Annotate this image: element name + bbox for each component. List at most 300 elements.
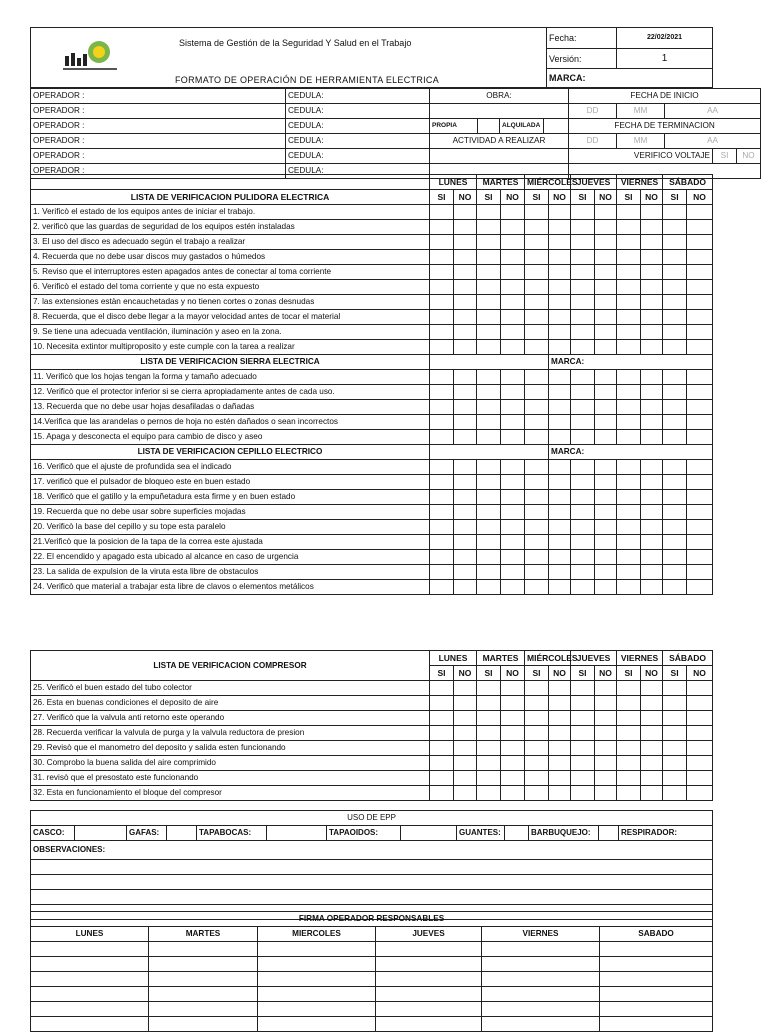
check-cell[interactable] xyxy=(525,475,549,490)
check-cell[interactable] xyxy=(617,310,641,325)
check-cell[interactable] xyxy=(641,475,663,490)
check-cell[interactable] xyxy=(477,726,501,741)
check-cell[interactable] xyxy=(477,520,501,535)
check-cell[interactable] xyxy=(641,726,663,741)
check-cell[interactable] xyxy=(571,475,595,490)
check-cell[interactable] xyxy=(617,565,641,580)
check-cell[interactable] xyxy=(501,310,525,325)
check-cell[interactable] xyxy=(687,535,713,550)
check-cell[interactable] xyxy=(595,505,617,520)
check-cell[interactable] xyxy=(454,250,477,265)
check-cell[interactable] xyxy=(571,295,595,310)
check-cell[interactable] xyxy=(454,220,477,235)
check-cell[interactable] xyxy=(641,520,663,535)
check-cell[interactable] xyxy=(571,681,595,696)
check-cell[interactable] xyxy=(595,786,617,801)
check-cell[interactable] xyxy=(525,505,549,520)
check-cell[interactable] xyxy=(430,220,454,235)
check-cell[interactable] xyxy=(595,681,617,696)
check-cell[interactable] xyxy=(571,550,595,565)
check-cell[interactable] xyxy=(687,400,713,415)
check-cell[interactable] xyxy=(501,460,525,475)
check-cell[interactable] xyxy=(617,400,641,415)
propia-checkbox[interactable] xyxy=(478,119,500,134)
check-cell[interactable] xyxy=(571,696,595,711)
inicio-dd[interactable]: DD xyxy=(569,104,617,119)
check-cell[interactable] xyxy=(477,325,501,340)
check-cell[interactable] xyxy=(571,430,595,445)
check-cell[interactable] xyxy=(501,711,525,726)
check-cell[interactable] xyxy=(571,535,595,550)
check-cell[interactable] xyxy=(430,535,454,550)
voltaje-si[interactable]: SI xyxy=(713,149,737,164)
check-cell[interactable] xyxy=(571,400,595,415)
check-cell[interactable] xyxy=(663,520,687,535)
check-cell[interactable] xyxy=(595,385,617,400)
firma-cell[interactable] xyxy=(31,1017,149,1032)
firma-cell[interactable] xyxy=(258,942,376,957)
check-cell[interactable] xyxy=(663,490,687,505)
obra-label[interactable]: OBRA: xyxy=(430,89,569,104)
firma-cell[interactable] xyxy=(31,942,149,957)
check-cell[interactable] xyxy=(549,385,571,400)
check-cell[interactable] xyxy=(641,490,663,505)
check-cell[interactable] xyxy=(571,415,595,430)
check-cell[interactable] xyxy=(571,235,595,250)
firma-cell[interactable] xyxy=(31,987,149,1002)
check-cell[interactable] xyxy=(430,565,454,580)
check-cell[interactable] xyxy=(501,415,525,430)
check-cell[interactable] xyxy=(525,280,549,295)
check-cell[interactable] xyxy=(549,415,571,430)
check-cell[interactable] xyxy=(687,786,713,801)
check-cell[interactable] xyxy=(501,205,525,220)
check-cell[interactable] xyxy=(687,325,713,340)
firma-cell[interactable] xyxy=(482,972,600,987)
check-cell[interactable] xyxy=(595,726,617,741)
check-cell[interactable] xyxy=(617,505,641,520)
check-cell[interactable] xyxy=(663,310,687,325)
check-cell[interactable] xyxy=(501,771,525,786)
check-cell[interactable] xyxy=(454,490,477,505)
check-cell[interactable] xyxy=(477,385,501,400)
check-cell[interactable] xyxy=(430,580,454,595)
check-cell[interactable] xyxy=(430,310,454,325)
check-cell[interactable] xyxy=(687,415,713,430)
check-cell[interactable] xyxy=(525,325,549,340)
check-cell[interactable] xyxy=(641,340,663,355)
check-cell[interactable] xyxy=(663,460,687,475)
check-cell[interactable] xyxy=(687,711,713,726)
check-cell[interactable] xyxy=(501,786,525,801)
check-cell[interactable] xyxy=(549,205,571,220)
check-cell[interactable] xyxy=(477,250,501,265)
tapaoidos-field[interactable] xyxy=(401,826,457,841)
check-cell[interactable] xyxy=(454,265,477,280)
check-cell[interactable] xyxy=(571,565,595,580)
firma-cell[interactable] xyxy=(600,987,713,1002)
check-cell[interactable] xyxy=(549,535,571,550)
check-cell[interactable] xyxy=(663,295,687,310)
check-cell[interactable] xyxy=(595,580,617,595)
check-cell[interactable] xyxy=(430,681,454,696)
check-cell[interactable] xyxy=(663,550,687,565)
check-cell[interactable] xyxy=(571,385,595,400)
check-cell[interactable] xyxy=(477,280,501,295)
check-cell[interactable] xyxy=(477,711,501,726)
check-cell[interactable] xyxy=(525,265,549,280)
check-cell[interactable] xyxy=(595,400,617,415)
check-cell[interactable] xyxy=(549,295,571,310)
check-cell[interactable] xyxy=(549,490,571,505)
check-cell[interactable] xyxy=(549,475,571,490)
check-cell[interactable] xyxy=(454,475,477,490)
check-cell[interactable] xyxy=(687,520,713,535)
firma-cell[interactable] xyxy=(258,987,376,1002)
check-cell[interactable] xyxy=(687,756,713,771)
inicio-mm[interactable]: MM xyxy=(617,104,665,119)
check-cell[interactable] xyxy=(687,681,713,696)
check-cell[interactable] xyxy=(501,430,525,445)
check-cell[interactable] xyxy=(595,756,617,771)
check-cell[interactable] xyxy=(454,535,477,550)
check-cell[interactable] xyxy=(595,741,617,756)
check-cell[interactable] xyxy=(549,711,571,726)
check-cell[interactable] xyxy=(641,711,663,726)
check-cell[interactable] xyxy=(477,565,501,580)
firma-cell[interactable] xyxy=(376,942,482,957)
check-cell[interactable] xyxy=(617,220,641,235)
check-cell[interactable] xyxy=(525,310,549,325)
firma-cell[interactable] xyxy=(149,972,258,987)
check-cell[interactable] xyxy=(549,681,571,696)
check-cell[interactable] xyxy=(595,205,617,220)
check-cell[interactable] xyxy=(595,310,617,325)
check-cell[interactable] xyxy=(430,711,454,726)
check-cell[interactable] xyxy=(525,490,549,505)
check-cell[interactable] xyxy=(595,295,617,310)
voltaje-no[interactable]: NO xyxy=(737,149,761,164)
check-cell[interactable] xyxy=(617,280,641,295)
check-cell[interactable] xyxy=(454,505,477,520)
check-cell[interactable] xyxy=(571,310,595,325)
check-cell[interactable] xyxy=(617,711,641,726)
check-cell[interactable] xyxy=(617,681,641,696)
check-cell[interactable] xyxy=(501,220,525,235)
check-cell[interactable] xyxy=(430,771,454,786)
check-cell[interactable] xyxy=(477,786,501,801)
fecha-value[interactable]: 22/02/2021 xyxy=(617,28,713,49)
firma-cell[interactable] xyxy=(600,1002,713,1017)
check-cell[interactable] xyxy=(617,265,641,280)
check-cell[interactable] xyxy=(525,250,549,265)
check-cell[interactable] xyxy=(430,786,454,801)
check-cell[interactable] xyxy=(617,205,641,220)
check-cell[interactable] xyxy=(477,505,501,520)
check-cell[interactable] xyxy=(454,520,477,535)
check-cell[interactable] xyxy=(549,505,571,520)
check-cell[interactable] xyxy=(454,696,477,711)
check-cell[interactable] xyxy=(477,235,501,250)
check-cell[interactable] xyxy=(595,250,617,265)
check-cell[interactable] xyxy=(663,340,687,355)
guantes-field[interactable] xyxy=(505,826,529,841)
check-cell[interactable] xyxy=(477,490,501,505)
observaciones-line[interactable] xyxy=(31,890,713,905)
check-cell[interactable] xyxy=(454,460,477,475)
check-cell[interactable] xyxy=(663,370,687,385)
firma-cell[interactable] xyxy=(376,987,482,1002)
check-cell[interactable] xyxy=(641,505,663,520)
check-cell[interactable] xyxy=(525,430,549,445)
check-cell[interactable] xyxy=(663,205,687,220)
check-cell[interactable] xyxy=(477,415,501,430)
terminacion-aa[interactable]: AA xyxy=(665,134,761,149)
check-cell[interactable] xyxy=(663,726,687,741)
check-cell[interactable] xyxy=(595,415,617,430)
check-cell[interactable] xyxy=(477,220,501,235)
check-cell[interactable] xyxy=(641,250,663,265)
check-cell[interactable] xyxy=(641,696,663,711)
check-cell[interactable] xyxy=(501,235,525,250)
check-cell[interactable] xyxy=(477,340,501,355)
check-cell[interactable] xyxy=(430,280,454,295)
cepillo-marca-label[interactable]: MARCA: xyxy=(549,445,713,460)
firma-cell[interactable] xyxy=(31,1002,149,1017)
check-cell[interactable] xyxy=(595,490,617,505)
check-cell[interactable] xyxy=(687,265,713,280)
check-cell[interactable] xyxy=(687,370,713,385)
check-cell[interactable] xyxy=(454,726,477,741)
check-cell[interactable] xyxy=(454,310,477,325)
check-cell[interactable] xyxy=(501,325,525,340)
check-cell[interactable] xyxy=(641,786,663,801)
check-cell[interactable] xyxy=(549,460,571,475)
check-cell[interactable] xyxy=(571,220,595,235)
check-cell[interactable] xyxy=(430,295,454,310)
check-cell[interactable] xyxy=(595,220,617,235)
check-cell[interactable] xyxy=(477,696,501,711)
check-cell[interactable] xyxy=(617,550,641,565)
check-cell[interactable] xyxy=(641,220,663,235)
check-cell[interactable] xyxy=(663,265,687,280)
check-cell[interactable] xyxy=(501,505,525,520)
check-cell[interactable] xyxy=(430,250,454,265)
check-cell[interactable] xyxy=(501,550,525,565)
check-cell[interactable] xyxy=(525,550,549,565)
check-cell[interactable] xyxy=(501,756,525,771)
check-cell[interactable] xyxy=(477,430,501,445)
firma-cell[interactable] xyxy=(376,957,482,972)
barbuquejo-field[interactable] xyxy=(599,826,619,841)
check-cell[interactable] xyxy=(663,756,687,771)
check-cell[interactable] xyxy=(687,550,713,565)
check-cell[interactable] xyxy=(571,490,595,505)
check-cell[interactable] xyxy=(617,370,641,385)
check-cell[interactable] xyxy=(641,535,663,550)
check-cell[interactable] xyxy=(549,771,571,786)
check-cell[interactable] xyxy=(549,250,571,265)
check-cell[interactable] xyxy=(549,340,571,355)
check-cell[interactable] xyxy=(454,565,477,580)
check-cell[interactable] xyxy=(687,696,713,711)
check-cell[interactable] xyxy=(430,696,454,711)
firma-cell[interactable] xyxy=(149,942,258,957)
check-cell[interactable] xyxy=(477,580,501,595)
firma-cell[interactable] xyxy=(600,1017,713,1032)
terminacion-dd[interactable]: DD xyxy=(569,134,617,149)
tapabocas-field[interactable] xyxy=(267,826,327,841)
check-cell[interactable] xyxy=(525,295,549,310)
check-cell[interactable] xyxy=(641,580,663,595)
check-cell[interactable] xyxy=(571,340,595,355)
check-cell[interactable] xyxy=(663,696,687,711)
firma-cell[interactable] xyxy=(600,957,713,972)
check-cell[interactable] xyxy=(549,430,571,445)
check-cell[interactable] xyxy=(525,786,549,801)
check-cell[interactable] xyxy=(595,550,617,565)
check-cell[interactable] xyxy=(525,580,549,595)
check-cell[interactable] xyxy=(687,580,713,595)
check-cell[interactable] xyxy=(549,550,571,565)
check-cell[interactable] xyxy=(571,325,595,340)
check-cell[interactable] xyxy=(549,265,571,280)
check-cell[interactable] xyxy=(430,385,454,400)
check-cell[interactable] xyxy=(641,265,663,280)
gafas-field[interactable] xyxy=(167,826,197,841)
check-cell[interactable] xyxy=(430,475,454,490)
firma-cell[interactable] xyxy=(482,987,600,1002)
check-cell[interactable] xyxy=(663,786,687,801)
check-cell[interactable] xyxy=(549,235,571,250)
check-cell[interactable] xyxy=(477,741,501,756)
check-cell[interactable] xyxy=(454,235,477,250)
check-cell[interactable] xyxy=(501,265,525,280)
check-cell[interactable] xyxy=(477,310,501,325)
firma-cell[interactable] xyxy=(258,1002,376,1017)
check-cell[interactable] xyxy=(663,385,687,400)
check-cell[interactable] xyxy=(430,235,454,250)
check-cell[interactable] xyxy=(595,711,617,726)
check-cell[interactable] xyxy=(617,430,641,445)
check-cell[interactable] xyxy=(501,696,525,711)
check-cell[interactable] xyxy=(525,771,549,786)
check-cell[interactable] xyxy=(501,520,525,535)
check-cell[interactable] xyxy=(501,726,525,741)
obra-field[interactable] xyxy=(430,104,569,119)
check-cell[interactable] xyxy=(430,460,454,475)
check-cell[interactable] xyxy=(477,771,501,786)
check-cell[interactable] xyxy=(571,280,595,295)
alquilada-checkbox[interactable] xyxy=(544,119,569,134)
check-cell[interactable] xyxy=(525,696,549,711)
check-cell[interactable] xyxy=(617,415,641,430)
check-cell[interactable] xyxy=(595,280,617,295)
check-cell[interactable] xyxy=(663,741,687,756)
sierra-marca-label[interactable]: MARCA: xyxy=(549,355,713,370)
firma-cell[interactable] xyxy=(258,957,376,972)
check-cell[interactable] xyxy=(430,726,454,741)
check-cell[interactable] xyxy=(571,741,595,756)
check-cell[interactable] xyxy=(663,580,687,595)
check-cell[interactable] xyxy=(663,505,687,520)
check-cell[interactable] xyxy=(454,415,477,430)
check-cell[interactable] xyxy=(430,340,454,355)
check-cell[interactable] xyxy=(617,535,641,550)
check-cell[interactable] xyxy=(687,220,713,235)
check-cell[interactable] xyxy=(549,280,571,295)
check-cell[interactable] xyxy=(571,756,595,771)
check-cell[interactable] xyxy=(477,681,501,696)
check-cell[interactable] xyxy=(454,385,477,400)
check-cell[interactable] xyxy=(663,400,687,415)
check-cell[interactable] xyxy=(687,235,713,250)
check-cell[interactable] xyxy=(430,490,454,505)
check-cell[interactable] xyxy=(641,460,663,475)
check-cell[interactable] xyxy=(501,580,525,595)
check-cell[interactable] xyxy=(501,535,525,550)
check-cell[interactable] xyxy=(430,400,454,415)
check-cell[interactable] xyxy=(454,771,477,786)
check-cell[interactable] xyxy=(430,430,454,445)
check-cell[interactable] xyxy=(687,505,713,520)
check-cell[interactable] xyxy=(687,565,713,580)
check-cell[interactable] xyxy=(477,475,501,490)
firma-cell[interactable] xyxy=(376,972,482,987)
check-cell[interactable] xyxy=(454,580,477,595)
firma-cell[interactable] xyxy=(376,1002,482,1017)
check-cell[interactable] xyxy=(687,771,713,786)
check-cell[interactable] xyxy=(571,786,595,801)
check-cell[interactable] xyxy=(641,550,663,565)
check-cell[interactable] xyxy=(501,565,525,580)
check-cell[interactable] xyxy=(687,310,713,325)
check-cell[interactable] xyxy=(687,250,713,265)
check-cell[interactable] xyxy=(663,415,687,430)
check-cell[interactable] xyxy=(571,520,595,535)
check-cell[interactable] xyxy=(595,460,617,475)
firma-cell[interactable] xyxy=(258,1017,376,1032)
firma-cell[interactable] xyxy=(31,957,149,972)
check-cell[interactable] xyxy=(525,711,549,726)
check-cell[interactable] xyxy=(477,535,501,550)
check-cell[interactable] xyxy=(477,550,501,565)
check-cell[interactable] xyxy=(525,726,549,741)
check-cell[interactable] xyxy=(454,370,477,385)
check-cell[interactable] xyxy=(595,325,617,340)
check-cell[interactable] xyxy=(617,295,641,310)
check-cell[interactable] xyxy=(641,741,663,756)
check-cell[interactable] xyxy=(641,400,663,415)
check-cell[interactable] xyxy=(501,295,525,310)
casco-field[interactable] xyxy=(75,826,127,841)
check-cell[interactable] xyxy=(525,340,549,355)
check-cell[interactable] xyxy=(641,235,663,250)
check-cell[interactable] xyxy=(477,370,501,385)
check-cell[interactable] xyxy=(571,205,595,220)
observaciones-line[interactable] xyxy=(31,875,713,890)
check-cell[interactable] xyxy=(525,520,549,535)
check-cell[interactable] xyxy=(454,325,477,340)
check-cell[interactable] xyxy=(477,265,501,280)
check-cell[interactable] xyxy=(663,771,687,786)
check-cell[interactable] xyxy=(430,370,454,385)
check-cell[interactable] xyxy=(663,235,687,250)
check-cell[interactable] xyxy=(641,280,663,295)
check-cell[interactable] xyxy=(525,460,549,475)
check-cell[interactable] xyxy=(430,505,454,520)
check-cell[interactable] xyxy=(454,295,477,310)
